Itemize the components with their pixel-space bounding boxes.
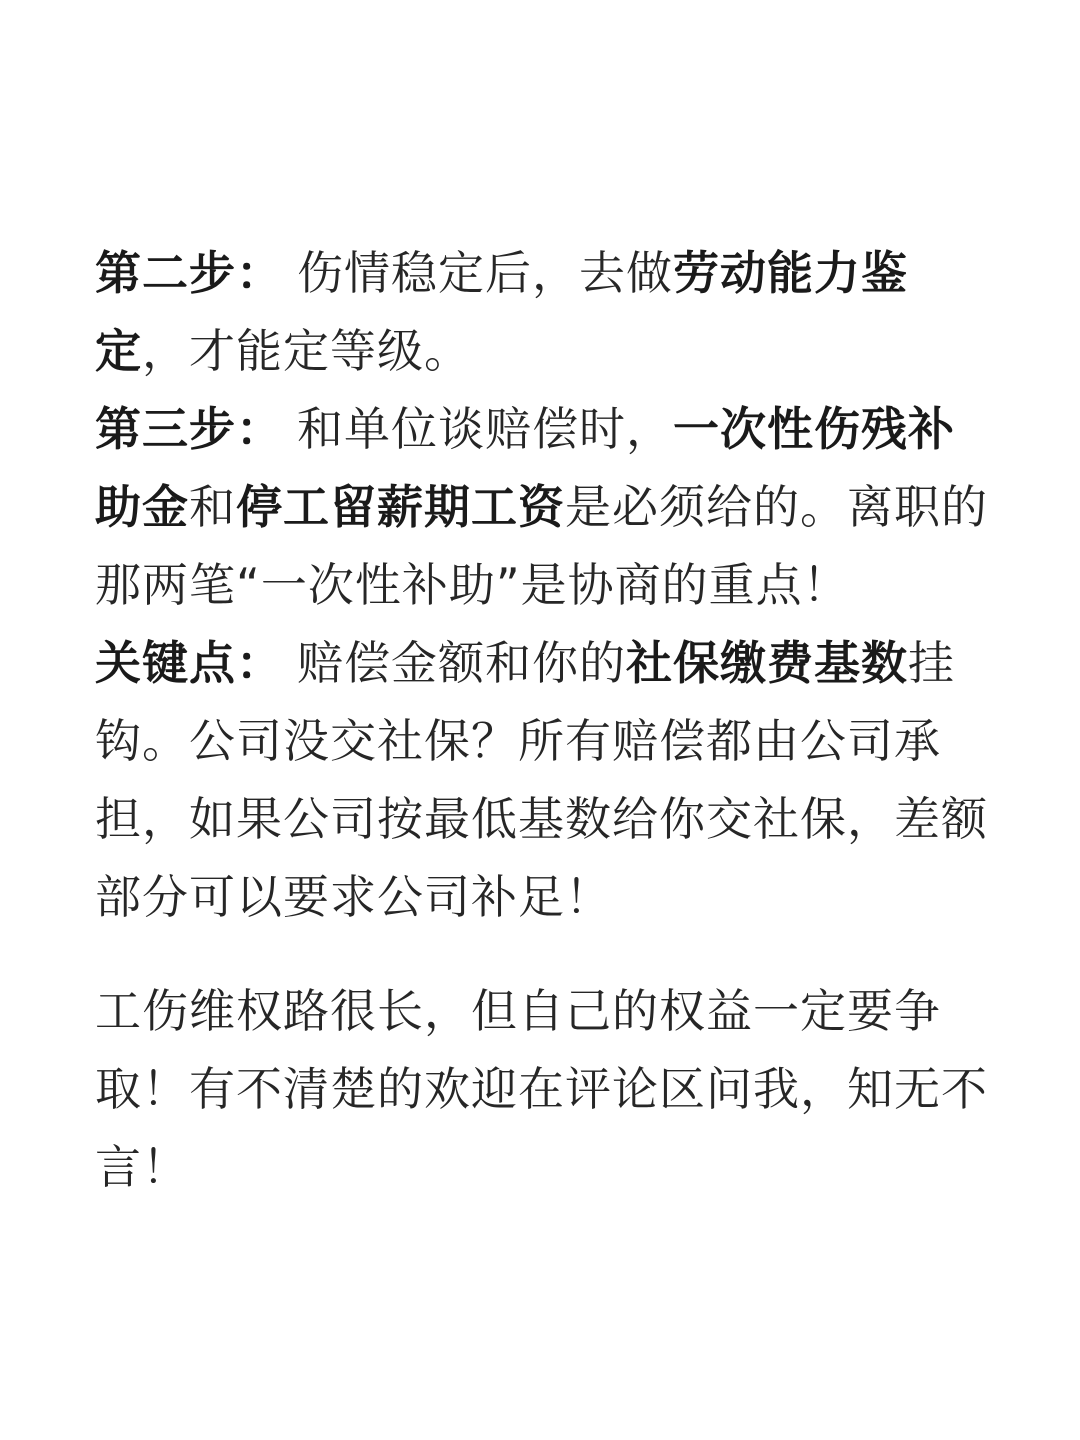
step-3-text-end: 是必须给的。离职的那两笔“一次性补助”是协商的重点！ [95,480,988,612]
key-point-paragraph [95,624,995,936]
step-3-label: 第三步： [95,402,283,456]
key-point-highlight: 社保缴费基数 [626,636,908,690]
key-point-text-end: 挂钩。公司没交社保？所有赔偿都由公司承担，如果公司按最低基数给你交社保，差额部分可以要求公司补足！ [95,636,988,924]
step-2-highlight: 劳动能力鉴定 [95,246,908,378]
key-point-label: 关键点： [95,636,283,690]
step-2-text: 伤情稳定后，去做 [297,246,673,300]
step-3-paragraph [95,390,995,624]
step-2-paragraph [95,234,995,390]
step-3-text: 和单位谈赔偿时， [297,402,673,456]
step-3-highlight-wages: 停工留薪期工资 [236,480,565,534]
step-3-text-and: 和 [189,480,236,534]
step-3-highlight-disability: 一次性伤残补助金 [95,402,955,534]
key-point-text: 赔偿金额和你的 [297,636,626,690]
step-2-label: 第二步： [95,246,283,300]
closing-paragraph: 工伤维权路很长，但自己的权益一定要争取！有不清楚的欢迎在评论区问我，知无不言！ [95,984,988,1194]
article-body [95,234,995,1206]
paragraph-spacer [95,936,995,972]
step-2-text-end: ，才能定等级。 [142,324,471,378]
